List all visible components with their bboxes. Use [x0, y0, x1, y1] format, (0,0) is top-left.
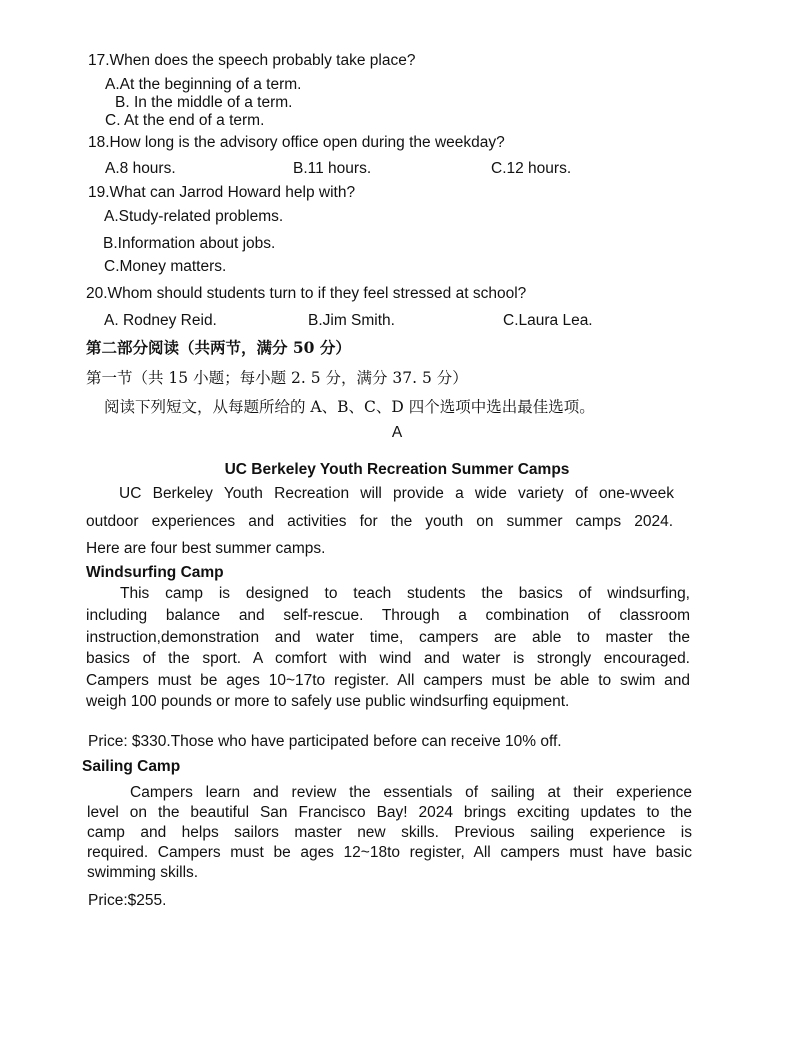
question-19-option-a: A.Study-related problems. [104, 208, 284, 225]
windsurfing-camp-heading: Windsurfing Camp [86, 564, 224, 581]
question-17-option-c: C. At the end of a term. [105, 112, 265, 129]
sailing-camp-heading: Sailing Camp [82, 758, 181, 775]
part2-section1: 第一节（共 15 小题；每小题 2. 5 分，满分 37. 5 分） [86, 369, 468, 387]
question-19-stem: 19.What can Jarrod Howard help with? [88, 184, 356, 201]
question-18-option-a: A.8 hours. [105, 160, 176, 177]
question-18-option-c: C.12 hours. [491, 160, 572, 177]
intro-line-3: Here are four best summer camps. [86, 540, 326, 557]
question-18-stem: 18.How long is the advisory office open during the weekday? [88, 134, 505, 151]
sailing-line-3: camp and helps sailors master new skills. Previous sailing experience is [87, 824, 692, 841]
question-17-option-b: B. In the middle of a term. [115, 94, 293, 111]
intro-line-1: UC Berkeley Youth Recreation will provide a wide variety of one-wveek [119, 485, 674, 502]
question-20-option-c: C.Laura Lea. [503, 312, 593, 329]
question-20-option-b: B.Jim Smith. [308, 312, 395, 329]
sailing-line-2: level on the beautiful San Francisco Bay! 2024 brings exciting updates to the [87, 804, 692, 821]
question-20-option-a: A. Rodney Reid. [104, 312, 217, 329]
windsurfing-line-1: This camp is designed to teach students the basics of windsurfing, [120, 585, 690, 602]
question-18-option-b: B.11 hours. [293, 160, 372, 177]
question-20-stem: 20.Whom should students turn to if they feel stressed at school? [86, 285, 527, 302]
windsurfing-line-2: including balance and self-rescue. Through a combination of classroom [86, 607, 690, 624]
question-19-option-c: C.Money matters. [104, 258, 227, 275]
sailing-line-1: Campers learn and review the essentials of sailing at their experience [130, 784, 692, 801]
sailing-line-5: swimming skills. [87, 864, 199, 881]
question-17-stem: 17.When does the speech probably take place? [88, 52, 416, 69]
windsurfing-price: Price: $330.Those who have participated before can receive 10% off. [88, 733, 562, 750]
part2-instruction: 阅读下列短文，从每题所给的 A、B、C、D 四个选项中选出最佳选项。 [104, 398, 595, 416]
sailing-price: Price:$255. [88, 892, 167, 909]
windsurfing-line-3: instruction,demonstration and water time, campers are able to master the [86, 629, 690, 646]
part2-heading: 第二部分阅读（共两节，满分 50 分） [86, 338, 351, 357]
intro-line-2: outdoor experiences and activities for the youth on summer camps 2024. [86, 513, 673, 530]
sailing-line-4: required. Campers must be ages 12~18to register, All campers must have basic [87, 844, 692, 861]
passage-letter: A [391, 424, 403, 441]
windsurfing-line-5: Campers must be ages 10~17to register. All campers must be able to swim and [86, 672, 690, 689]
article-title: UC Berkeley Youth Recreation Summer Camps [224, 461, 570, 478]
windsurfing-line-6: weigh 100 pounds or more to safely use public windsurfing equipment. [86, 693, 570, 710]
question-19-option-b: B.Information about jobs. [103, 235, 276, 252]
question-17-option-a: A.At the beginning of a term. [105, 76, 302, 93]
windsurfing-line-4: basics of the sport. A comfort with wind and water is strongly encouraged. [86, 650, 690, 667]
